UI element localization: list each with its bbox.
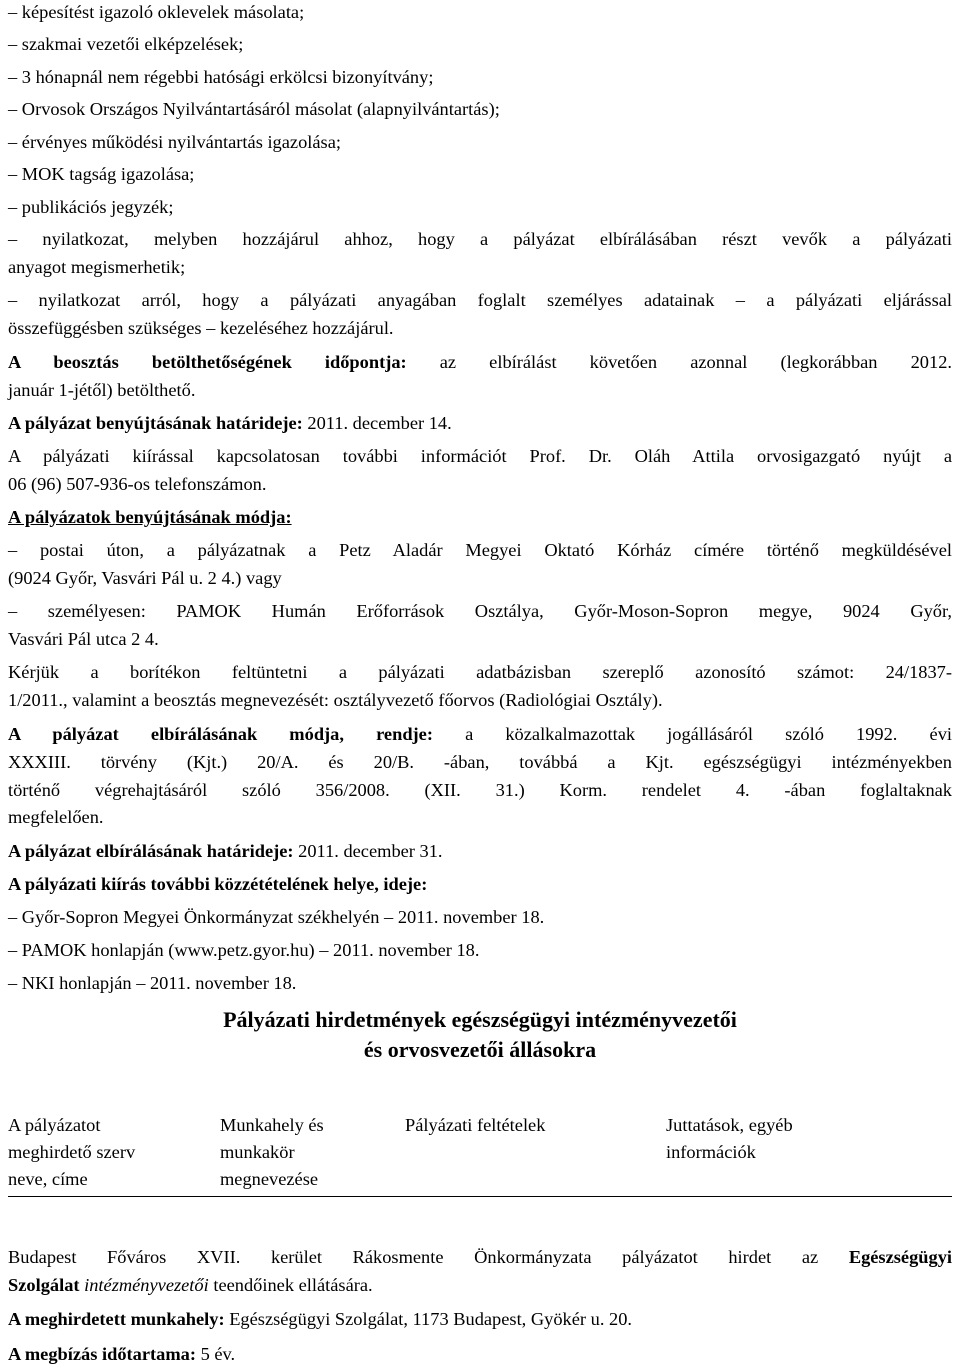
column-header-line: Juttatások, egyéb — [666, 1115, 793, 1135]
contact-info-continued: 06 (96) 507-936-os telefonszámon. — [8, 474, 267, 494]
column-header-line: A pályázatot — [8, 1115, 101, 1135]
list-item: – képesítést igazoló oklevelek másolata; — [8, 2, 305, 22]
list-item-continued: összefüggésben szükséges – kezeléséhez hozzájárul. — [8, 318, 394, 338]
evaluation-continued: XXXIII. törvény (Kjt.) 20/A. és 20/B. -ában, továbbá a Kjt. egészségügyi intézményekben — [8, 752, 952, 772]
column-header-line: Pályázati feltételek — [405, 1115, 546, 1135]
column-header-conditions — [405, 1112, 545, 1139]
header-divider — [8, 1196, 952, 1197]
announcement-text: Budapest Főváros XVII. kerület Rákosmente Önkormányzata pályázatot hirdet az — [8, 1247, 849, 1267]
workplace-line — [8, 1308, 632, 1330]
announcement-emphasis: Egészségügyi — [848, 1247, 952, 1267]
list-item: – PAMOK honlapján (www.petz.gyor.hu) – 2011. november 18. — [8, 940, 480, 960]
list-item: – Orvosok Országos Nyilvántartásáról másolat (alapnyilvántartás); — [8, 99, 500, 119]
evaluation-label: A pályázat elbírálásának módja, rendje: — [8, 724, 433, 744]
column-header-line: munkakör — [220, 1142, 295, 1162]
column-header-line: Munkahely és — [220, 1115, 324, 1135]
list-item: – szakmai vezetői elképzelések; — [8, 34, 244, 54]
evaluation-continued: történő végrehajtásáról szóló 356/2008. (XII. 31.) Korm. rendelet 4. -ában foglaltaknak — [8, 780, 952, 800]
column-header-advertiser — [8, 1112, 135, 1193]
list-item: – Győr-Sopron Megyei Önkormányzat székhelyén – 2011. november 18. — [8, 907, 545, 927]
contact-info: A pályázati kiírással kapcsolatosan további információt Prof. Dr. Oláh Attila orvosigazgató nyújt a — [8, 446, 952, 466]
announcement-continued — [8, 1274, 373, 1296]
workplace-label: A meghirdetett munkahely: — [8, 1309, 225, 1329]
publication-heading: A pályázati kiírás további közzétételének helye, ideje: — [8, 874, 428, 894]
start-date-paragraph — [8, 351, 952, 373]
envelope-continued: 1/2011., valamint a beosztás megnevezését: osztályvezető főorvos (Radiológiai Osztály). — [8, 690, 663, 710]
list-item: – NKI honlapján – 2011. november 18. — [8, 973, 297, 993]
column-header-line: információk — [666, 1142, 756, 1162]
section-title: Pályázati hirdetmények egészségügyi intézményvezetői — [223, 1007, 737, 1032]
evaluation-value: a közalkalmazottak jogállásáról szóló 1992. évi — [432, 724, 952, 744]
start-date-value: az elbírálást követően azonnal (legkorábban 2012. — [406, 352, 952, 372]
start-date-label: A beosztás betölthetőségének időpontja: — [8, 352, 407, 372]
evaluation-deadline-value: 2011. december 31. — [293, 841, 443, 861]
column-header-workplace — [220, 1112, 324, 1193]
workplace-value: Egészségügyi Szolgálat, 1173 Budapest, Gyökér u. 20. — [224, 1309, 633, 1329]
column-header-line: neve, címe — [8, 1169, 88, 1189]
column-header-line: meghirdető szerv — [8, 1142, 136, 1162]
submission-deadline-label: A pályázat benyújtásának határideje: — [8, 413, 303, 433]
submission-method-heading: A pályázatok benyújtásának módja: — [8, 507, 292, 527]
envelope-paragraph: Kérjük a borítékon feltüntetni a pályázati adatbázisban szereplő azonosító számot: 24/1837- — [8, 662, 952, 682]
list-item-continued: anyagot megismerhetik; — [8, 257, 186, 277]
term-line — [8, 1343, 235, 1365]
evaluation-paragraph — [8, 723, 952, 745]
announcement-italic: intézményvezetői — [84, 1275, 209, 1295]
start-date-continued: január 1-jétől) betölthető. — [8, 380, 196, 400]
evaluation-deadline — [8, 840, 443, 862]
list-item: – MOK tagság igazolása; — [8, 164, 195, 184]
evaluation-continued: megfelelően. — [8, 807, 104, 827]
list-item: – 3 hónapnál nem régebbi hatósági erkölcsi bizonyítvány; — [8, 67, 434, 87]
list-item: – publikációs jegyzék; — [8, 197, 174, 217]
column-header-line: megnevezése — [220, 1169, 319, 1189]
list-item-continued: Vasvári Pál utca 2 4. — [8, 629, 159, 649]
section-title-line-2: és orvosvezetői állásokra — [363, 1037, 597, 1062]
term-label: A megbízás időtartama: — [8, 1344, 196, 1364]
list-item: – személyesen: PAMOK Humán Erőforrások Osztálya, Győr-Moson-Sopron megye, 9024 Győr, — [8, 601, 952, 621]
list-item-continued: (9024 Győr, Vasvári Pál u. 2 4.) vagy — [8, 568, 282, 588]
list-item: – postai úton, a pályázatnak a Petz Aladár Megyei Oktató Kórház címére történő megküldésével — [8, 540, 952, 560]
submission-deadline-value: 2011. december 14. — [302, 413, 452, 433]
list-item: – nyilatkozat arról, hogy a pályázati anyagában foglalt személyes adatainak – a pályázati eljárással — [8, 290, 952, 310]
announcement-paragraph — [8, 1246, 952, 1268]
evaluation-deadline-label: A pályázat elbírálásának határideje: — [8, 841, 294, 861]
announcement-emphasis: Szolgálat — [8, 1275, 80, 1295]
submission-deadline — [8, 412, 452, 434]
list-item: – érvényes működési nyilvántartás igazolása; — [8, 132, 341, 152]
announcement-text: teendőinek ellátására. — [208, 1275, 373, 1295]
column-header-benefits — [666, 1112, 793, 1166]
list-item: – nyilatkozat, melyben hozzájárul ahhoz, hogy a pályázat elbírálásában részt vevők a pályázati — [8, 229, 952, 249]
term-value: 5 év. — [195, 1344, 236, 1364]
